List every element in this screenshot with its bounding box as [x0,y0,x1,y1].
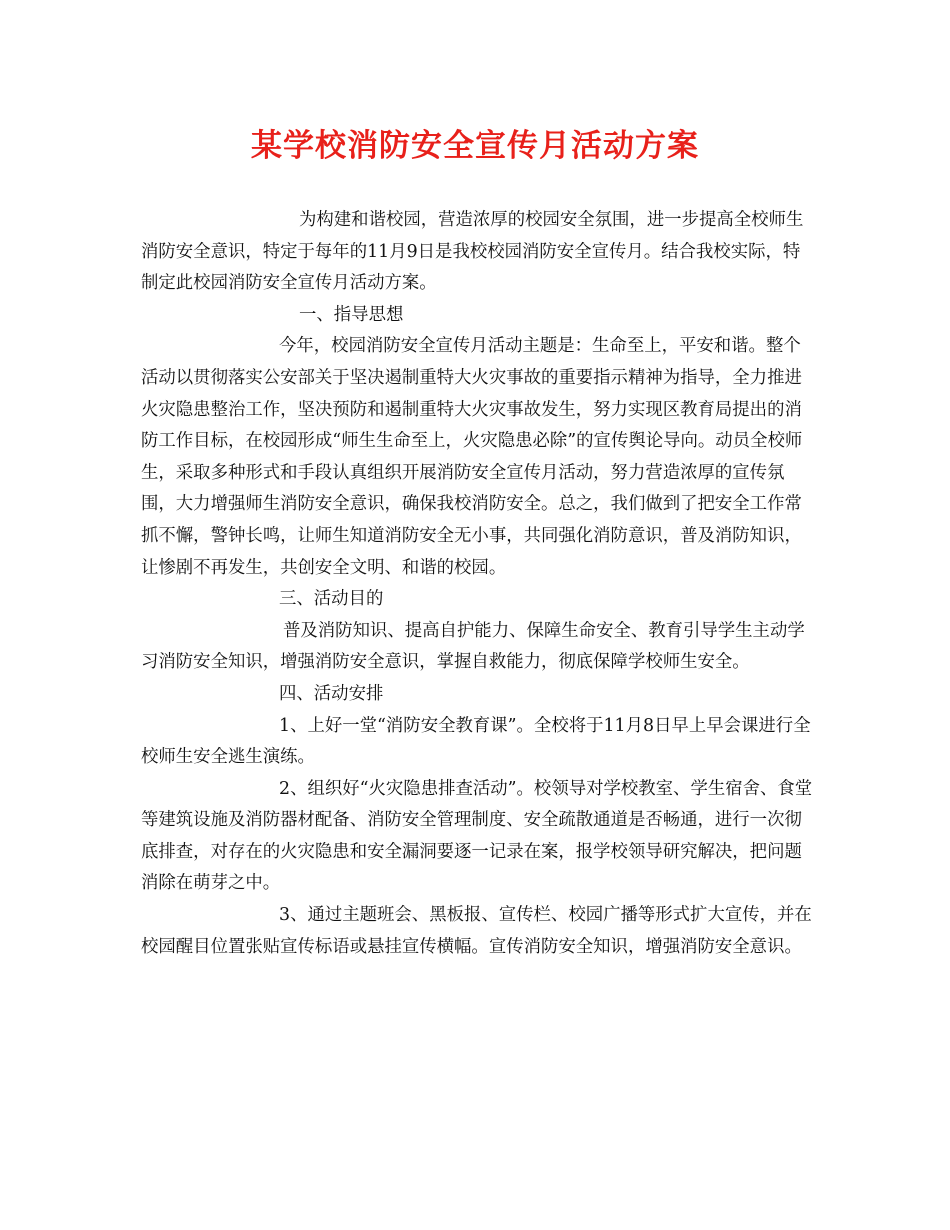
arrangement-item-2: 2、组织好“火灾隐患排查活动”。校领导对学校教室、学生宿舍、食堂等建筑设施及消防器材配备、消防安全管理制度、安全疏散通道是否畅通，进行一次彻底排查，对存在的火灾隐患和安全漏洞要逐一记录在案，报学校领导研究解决，把问题消除在萌芽之中。 [141,778,813,894]
guiding-thought-paragraph: 今年，校园消防安全宣传月活动主题是：生命至上，平安和谐。整个活动以贯彻落实公安部关于坚决遏制重特大火灾事故的重要指示精神为指导，全力推进火灾隐患整治工作，坚决预防和遏制重特大火灾事故发生，努力实现区教育局提出的消防工作目标，在校园形成“师生生命至上，火灾隐患必除”的宣传舆论导向。动员全校师生，采取多种形式和手段认真组织开展消防安全宣传月活动，努力营造浓厚的宣传氛围，大力增强师生消防安全意识，确保我校消防安全。总之，我们做到了把安全工作常抓不懈，警钟长鸣，让师生知道消防安全无小事，共同强化消防意识，普及消防知识，让惨剧不再发生，共创安全文明、和谐的校园。 [141,336,803,578]
arrangement-item-3: 3、通过主题班会、黑板报、宣传栏、校园广播等形式扩大宣传，并在校园醒目位置张贴宣传标语或悬挂宣传横幅。宣传消防安全知识，增强消防安全意识。 [141,905,812,957]
activity-goal-paragraph: 普及消防知识、提高自护能力、保障生命安全、教育引导学生主动学习消防安全知识，增强消防安全意识，掌握自救能力，彻底保障学校师生安全。 [141,620,805,673]
document-body [141,205,813,963]
arrangement-item-1: 1、上好一堂“消防安全教育课”。全校将于11月8日早上早会课进行全校师生安全逃生演练。 [141,715,811,768]
intro-paragraph: 为构建和谐校园，营造浓厚的校园安全氛围，进一步提高全校师生消防安全意识，特定于每年的11月9日是我校校园消防安全宣传月。结合我校实际，特制定此校园消防安全宣传月活动方案。 [141,210,804,294]
document-title: 某学校消防安全宣传月活动方案 [251,128,699,164]
section-heading-guiding-thought: 一、指导思想 [299,304,404,325]
section-heading-activity-goal: 三、活动目的 [279,589,384,610]
section-heading-activity-arrangement: 四、活动安排 [279,683,384,704]
